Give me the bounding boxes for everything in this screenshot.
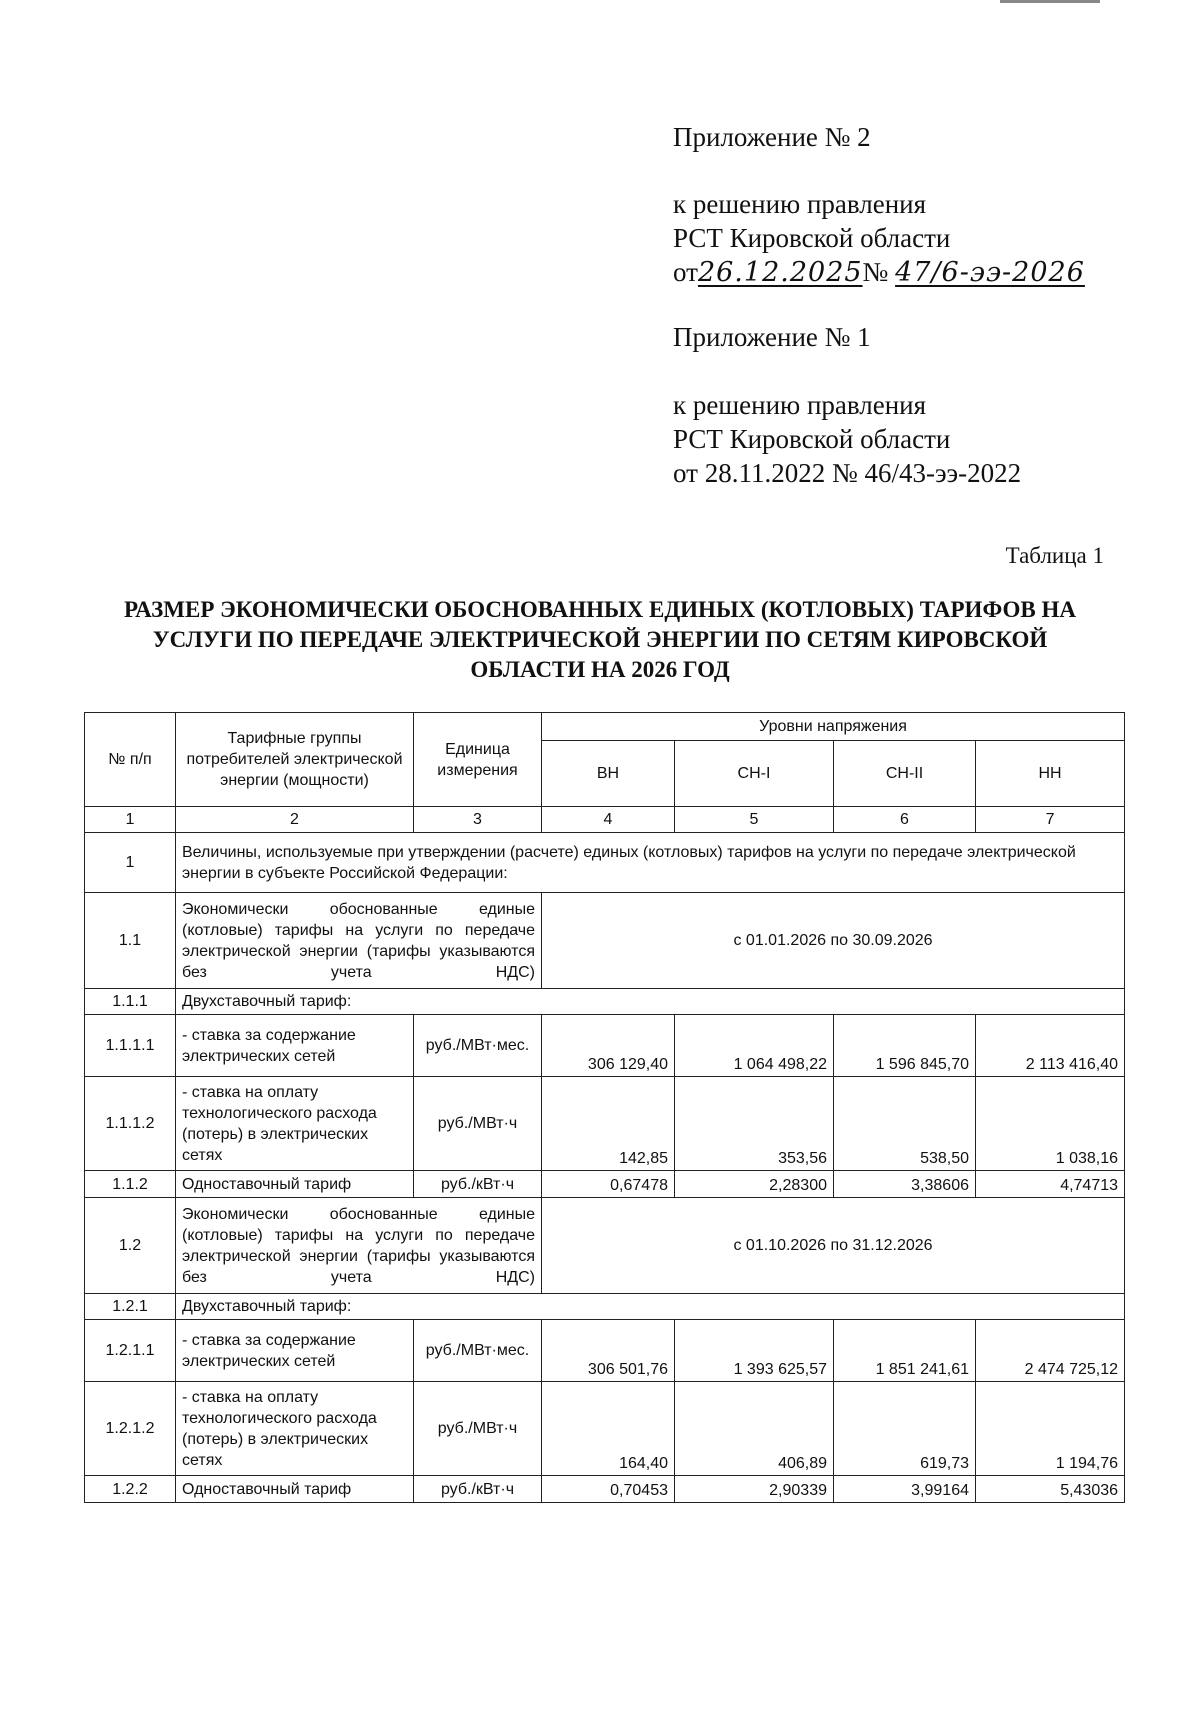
appendix2-authority-line: РСТ Кировской области [673, 223, 951, 253]
rate-description: Одноставочный тариф [176, 1476, 414, 1503]
column-number: 4 [542, 807, 675, 833]
value-sn2: 538,50 [834, 1077, 976, 1171]
table-row [85, 1015, 1125, 1077]
top-edge-mark [1000, 0, 1100, 3]
unit-cell: руб./кВт·ч [414, 1171, 542, 1198]
value-nn: 2 113 416,40 [976, 1015, 1125, 1077]
header-num: № п/п [85, 713, 176, 807]
handwritten-date: 26.12.2025 [697, 257, 863, 288]
appendix1-authority-line: РСТ Кировской области [673, 424, 951, 454]
row-number: 1.2.1.2 [85, 1382, 176, 1476]
row-number: 1.2 [85, 1198, 176, 1294]
appendix1-label [673, 320, 871, 354]
appendix2-label [673, 120, 871, 154]
column-number: 1 [85, 807, 176, 833]
row-number: 1.1 [85, 893, 176, 989]
value-vn: 306 129,40 [542, 1015, 675, 1077]
header-sn1: СН-I [675, 741, 834, 807]
title-line: УСЛУГИ ПО ПЕРЕДАЧЕ ЭЛЕКТРИЧЕСКОЙ ЭНЕРГИИ ПО СЕТЯМ КИРОВСКОЙ [152, 627, 1048, 652]
header-sn2: СН-II [834, 741, 976, 807]
period-description: Экономически обоснованные единые (котловые) тарифы на услуги по передаче электрической энергии (тарифы указываются без учета НДС) [176, 893, 542, 989]
table-row [85, 989, 1125, 1015]
table-row [85, 1382, 1125, 1476]
row-number: 1.2.1 [85, 1294, 176, 1320]
appendix1-decision [673, 388, 1021, 490]
two-rate-label: Двухставочный тариф: [176, 1294, 1125, 1320]
column-number: 7 [976, 807, 1125, 833]
value-sn2: 3,99164 [834, 1476, 976, 1503]
appendix2-decision [673, 187, 1085, 290]
value-nn: 2 474 725,12 [976, 1320, 1125, 1382]
table-row [85, 1171, 1125, 1198]
period-range: с 01.01.2026 по 30.09.2026 [542, 893, 1125, 989]
unit-cell: руб./МВт·мес. [414, 1015, 542, 1077]
title-line: РАЗМЕР ЭКОНОМИЧЕСКИ ОБОСНОВАННЫХ ЕДИНЫХ (КОТЛОВЫХ) ТАРИФОВ НА [124, 597, 1076, 622]
two-rate-label: Двухставочный тариф: [176, 989, 1125, 1015]
table-row [85, 1476, 1125, 1503]
rate-description: - ставка за содержание электрических сетей [176, 1015, 414, 1077]
unit-cell: руб./МВт·мес. [414, 1320, 542, 1382]
value-sn2: 1 851 241,61 [834, 1320, 976, 1382]
rate-description: - ставка за содержание электрических сетей [176, 1320, 414, 1382]
value-sn1: 2,28300 [675, 1171, 834, 1198]
value-sn2: 619,73 [834, 1382, 976, 1476]
row-number: 1.1.1.2 [85, 1077, 176, 1171]
row-number: 1.1.2 [85, 1171, 176, 1198]
value-sn1: 1 393 625,57 [675, 1320, 834, 1382]
row-number: 1 [85, 833, 176, 893]
value-sn2: 1 596 845,70 [834, 1015, 976, 1077]
table-label: Таблица 1 [1005, 543, 1104, 568]
appendix2-from-prefix: от [673, 257, 698, 287]
row-number: 1.1.1 [85, 989, 176, 1015]
table-row [85, 1077, 1125, 1171]
row-number: 1.2.2 [85, 1476, 176, 1503]
table-row [85, 893, 1125, 989]
column-number-row [85, 807, 1125, 833]
rate-description: - ставка на оплату технологического расхода (потерь) в электрических сетях [176, 1382, 414, 1476]
table-row [85, 1198, 1125, 1294]
value-nn: 1 194,76 [976, 1382, 1125, 1476]
title-line: ОБЛАСТИ НА 2026 ГОД [470, 657, 730, 682]
value-vn: 0,67478 [542, 1171, 675, 1198]
unit-cell: руб./кВт·ч [414, 1476, 542, 1503]
header-nn: НН [976, 741, 1125, 807]
header-unit: Единица измерения [414, 713, 542, 807]
rate-description: Одноставочный тариф [176, 1171, 414, 1198]
header-vn: ВН [542, 741, 675, 807]
table-row [85, 833, 1125, 893]
value-nn: 5,43036 [976, 1476, 1125, 1503]
column-number: 6 [834, 807, 976, 833]
period-range: с 01.10.2026 по 31.12.2026 [542, 1198, 1125, 1294]
value-sn1: 2,90339 [675, 1476, 834, 1503]
column-number: 3 [414, 807, 542, 833]
section-description: Величины, используемые при утверждении (расчете) единых (котловых) тарифов на услуги по передаче электрической энергии в субъекте Российской Федерации: [176, 833, 1125, 893]
tariffs-table [84, 712, 1125, 1503]
header-voltage-levels: Уровни напряжения [542, 713, 1125, 741]
appendix1-title: Приложение № 1 [673, 322, 871, 352]
header-tariff-group: Тарифные группы потребителей электрической энергии (мощности) [176, 713, 414, 807]
row-number: 1.2.1.1 [85, 1320, 176, 1382]
appendix2-date-number-line [673, 255, 1085, 290]
appendix1-decision-line: к решению правления [673, 390, 927, 420]
table-row [85, 1294, 1125, 1320]
appendix2-title: Приложение № 2 [673, 122, 871, 152]
rate-description: - ставка на оплату технологического расхода (потерь) в электрических сетях [176, 1077, 414, 1171]
unit-cell: руб./МВт·ч [414, 1382, 542, 1476]
value-vn: 164,40 [542, 1382, 675, 1476]
value-vn: 306 501,76 [542, 1320, 675, 1382]
value-vn: 0,70453 [542, 1476, 675, 1503]
appendix2-number-sign: № [862, 257, 889, 287]
document-title [70, 595, 1130, 685]
value-nn: 4,74713 [976, 1171, 1125, 1198]
period-description: Экономически обоснованные единые (котловые) тарифы на услуги по передаче электрической энергии (тарифы указываются без учета НДС) [176, 1198, 542, 1294]
handwritten-number: 47/6-ээ-2026 [895, 257, 1085, 288]
header-row [85, 713, 1125, 741]
row-number: 1.1.1.1 [85, 1015, 176, 1077]
value-sn1: 1 064 498,22 [675, 1015, 834, 1077]
unit-cell: руб./МВт·ч [414, 1077, 542, 1171]
value-sn2: 3,38606 [834, 1171, 976, 1198]
value-nn: 1 038,16 [976, 1077, 1125, 1171]
column-number: 5 [675, 807, 834, 833]
table-row [85, 1320, 1125, 1382]
value-vn: 142,85 [542, 1077, 675, 1171]
value-sn1: 406,89 [675, 1382, 834, 1476]
appendix1-date-number-line: от 28.11.2022 № 46/43-ээ-2022 [673, 458, 1022, 488]
column-number: 2 [176, 807, 414, 833]
value-sn1: 353,56 [675, 1077, 834, 1171]
appendix2-decision-line: к решению правления [673, 189, 927, 219]
